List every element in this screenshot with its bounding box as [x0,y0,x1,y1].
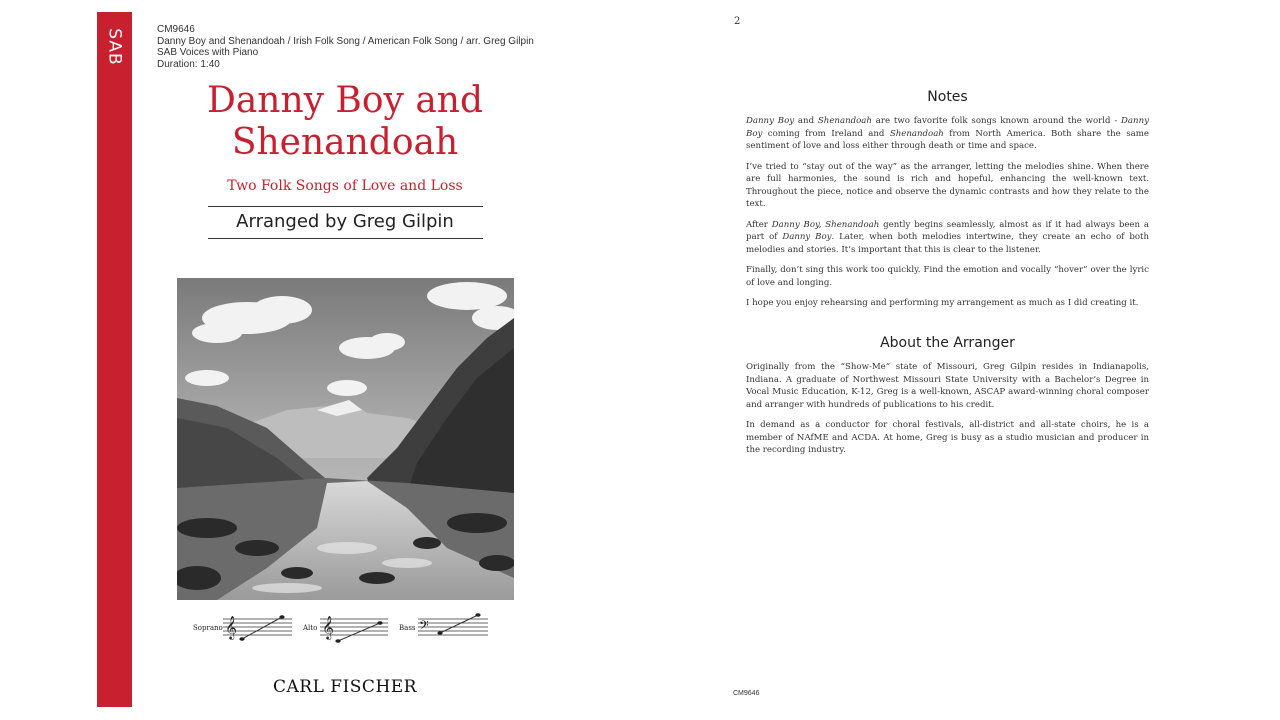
cover-photo [177,278,514,600]
cover-title-line1: Danny Boy and [206,80,484,121]
text-run: After [746,219,772,230]
text-run: coming from Ireland and [762,128,890,139]
text-run: In demand as a conductor for choral festivals, all-district and all-state choirs, he is a member of NAfME and ACDA. At home, Greg is busy as a studio musician and producer in the recording industry. [746,420,1149,455]
cover-meta [157,24,534,70]
publisher-logo: CARL FISCHER [273,677,417,697]
range-staves-graphic [190,610,500,644]
text-run: I hope you enjoy rehearsing and performing my arrangement as much as I did creating it. [746,298,1139,308]
paragraph [746,361,1149,411]
notes-body [746,115,1149,318]
range-label-bass: Bass [399,624,416,632]
mountain-landscape-image [177,278,514,600]
vocal-ranges [190,610,500,644]
text-run: . Later, when both melodies intertwine, they create an echo of both melodies and stories. It’s important that this is clear to the listener. [746,232,1149,255]
about-heading: About the Arranger [880,335,1015,351]
italic-title: Danny Boy [782,232,832,242]
divider-bottom [208,238,483,239]
page-number: 2 [734,16,741,27]
footer-catalog-code: CM9646 [733,690,760,697]
paragraph [746,297,1149,310]
credits-line: Danny Boy and Shenandoah / Irish Folk Song / American Folk Song / arr. Greg Gilpin [157,35,534,47]
italic-title: Shenandoah [889,128,944,139]
notes-page [640,0,1280,720]
catalog-code: CM9646 [157,24,195,35]
bass-clef-icon: 𝄢 [419,618,429,636]
text-run: Finally, don’t sing this work too quickly. Find the emotion and vocally “hover” over the lyric of love and longing. [746,265,1149,288]
duration-line: Duration: 1:40 [157,58,220,70]
cover-subtitle: Two Folk Songs of Love and Loss [227,178,463,194]
arranger-credit: Arranged by Greg Gilpin [236,211,454,232]
text-run: and [794,116,818,126]
about-body [746,361,1149,465]
italic-title: Danny Boy, Shenandoah [771,219,880,230]
italic-title: Shenandoah [817,116,872,126]
text-run: gently begins seamlessly, almost as if it had always been a part of [746,219,1149,242]
voicing-strip-label: SAB [104,28,125,66]
italic-title: Danny Boy [746,116,1149,139]
treble-clef-icon: 𝄞 [322,615,334,639]
paragraph [746,115,1149,153]
cover-title-line2: Shenandoah [231,122,459,163]
text-run: Originally from the “Show-Me” state of Missouri, Greg Gilpin resides in Indianapolis, Indiana. A graduate of Northwest Missouri State University with a Bachelor’s Degree in Vocal Music Education, K-12, Greg is a well-known, ASCAP award-winning choral composer and arranger with hundreds of publications to his credit. [746,362,1149,410]
voicing-line: SAB Voices with Piano [157,47,259,58]
text-run: are two favorite folk songs known around the world - [871,116,1122,126]
notes-heading: Notes [927,89,968,105]
italic-title: Danny Boy [746,116,795,126]
range-label-alto: Alto [303,624,318,632]
text-run: from North America. Both share the same sentiment of love and loss either through death or time and space. [746,128,1149,151]
paragraph [746,161,1149,211]
voicing-strip [97,12,132,707]
paragraph [746,419,1149,457]
cover-title [176,80,514,164]
treble-clef-icon: 𝄞 [225,615,237,639]
divider-top [208,206,483,207]
range-label-soprano: Soprano [193,624,223,632]
paragraph [746,264,1149,289]
paragraph [746,219,1149,257]
text-run: I’ve tried to “stay out of the way” as the arranger, letting the melodies shine. When there are full harmonies, the sound is rich and hopeful, enhancing the well-known text. Throughout the piece, notice and observe the dynamic contrasts and how they relate to the text. [746,161,1149,209]
